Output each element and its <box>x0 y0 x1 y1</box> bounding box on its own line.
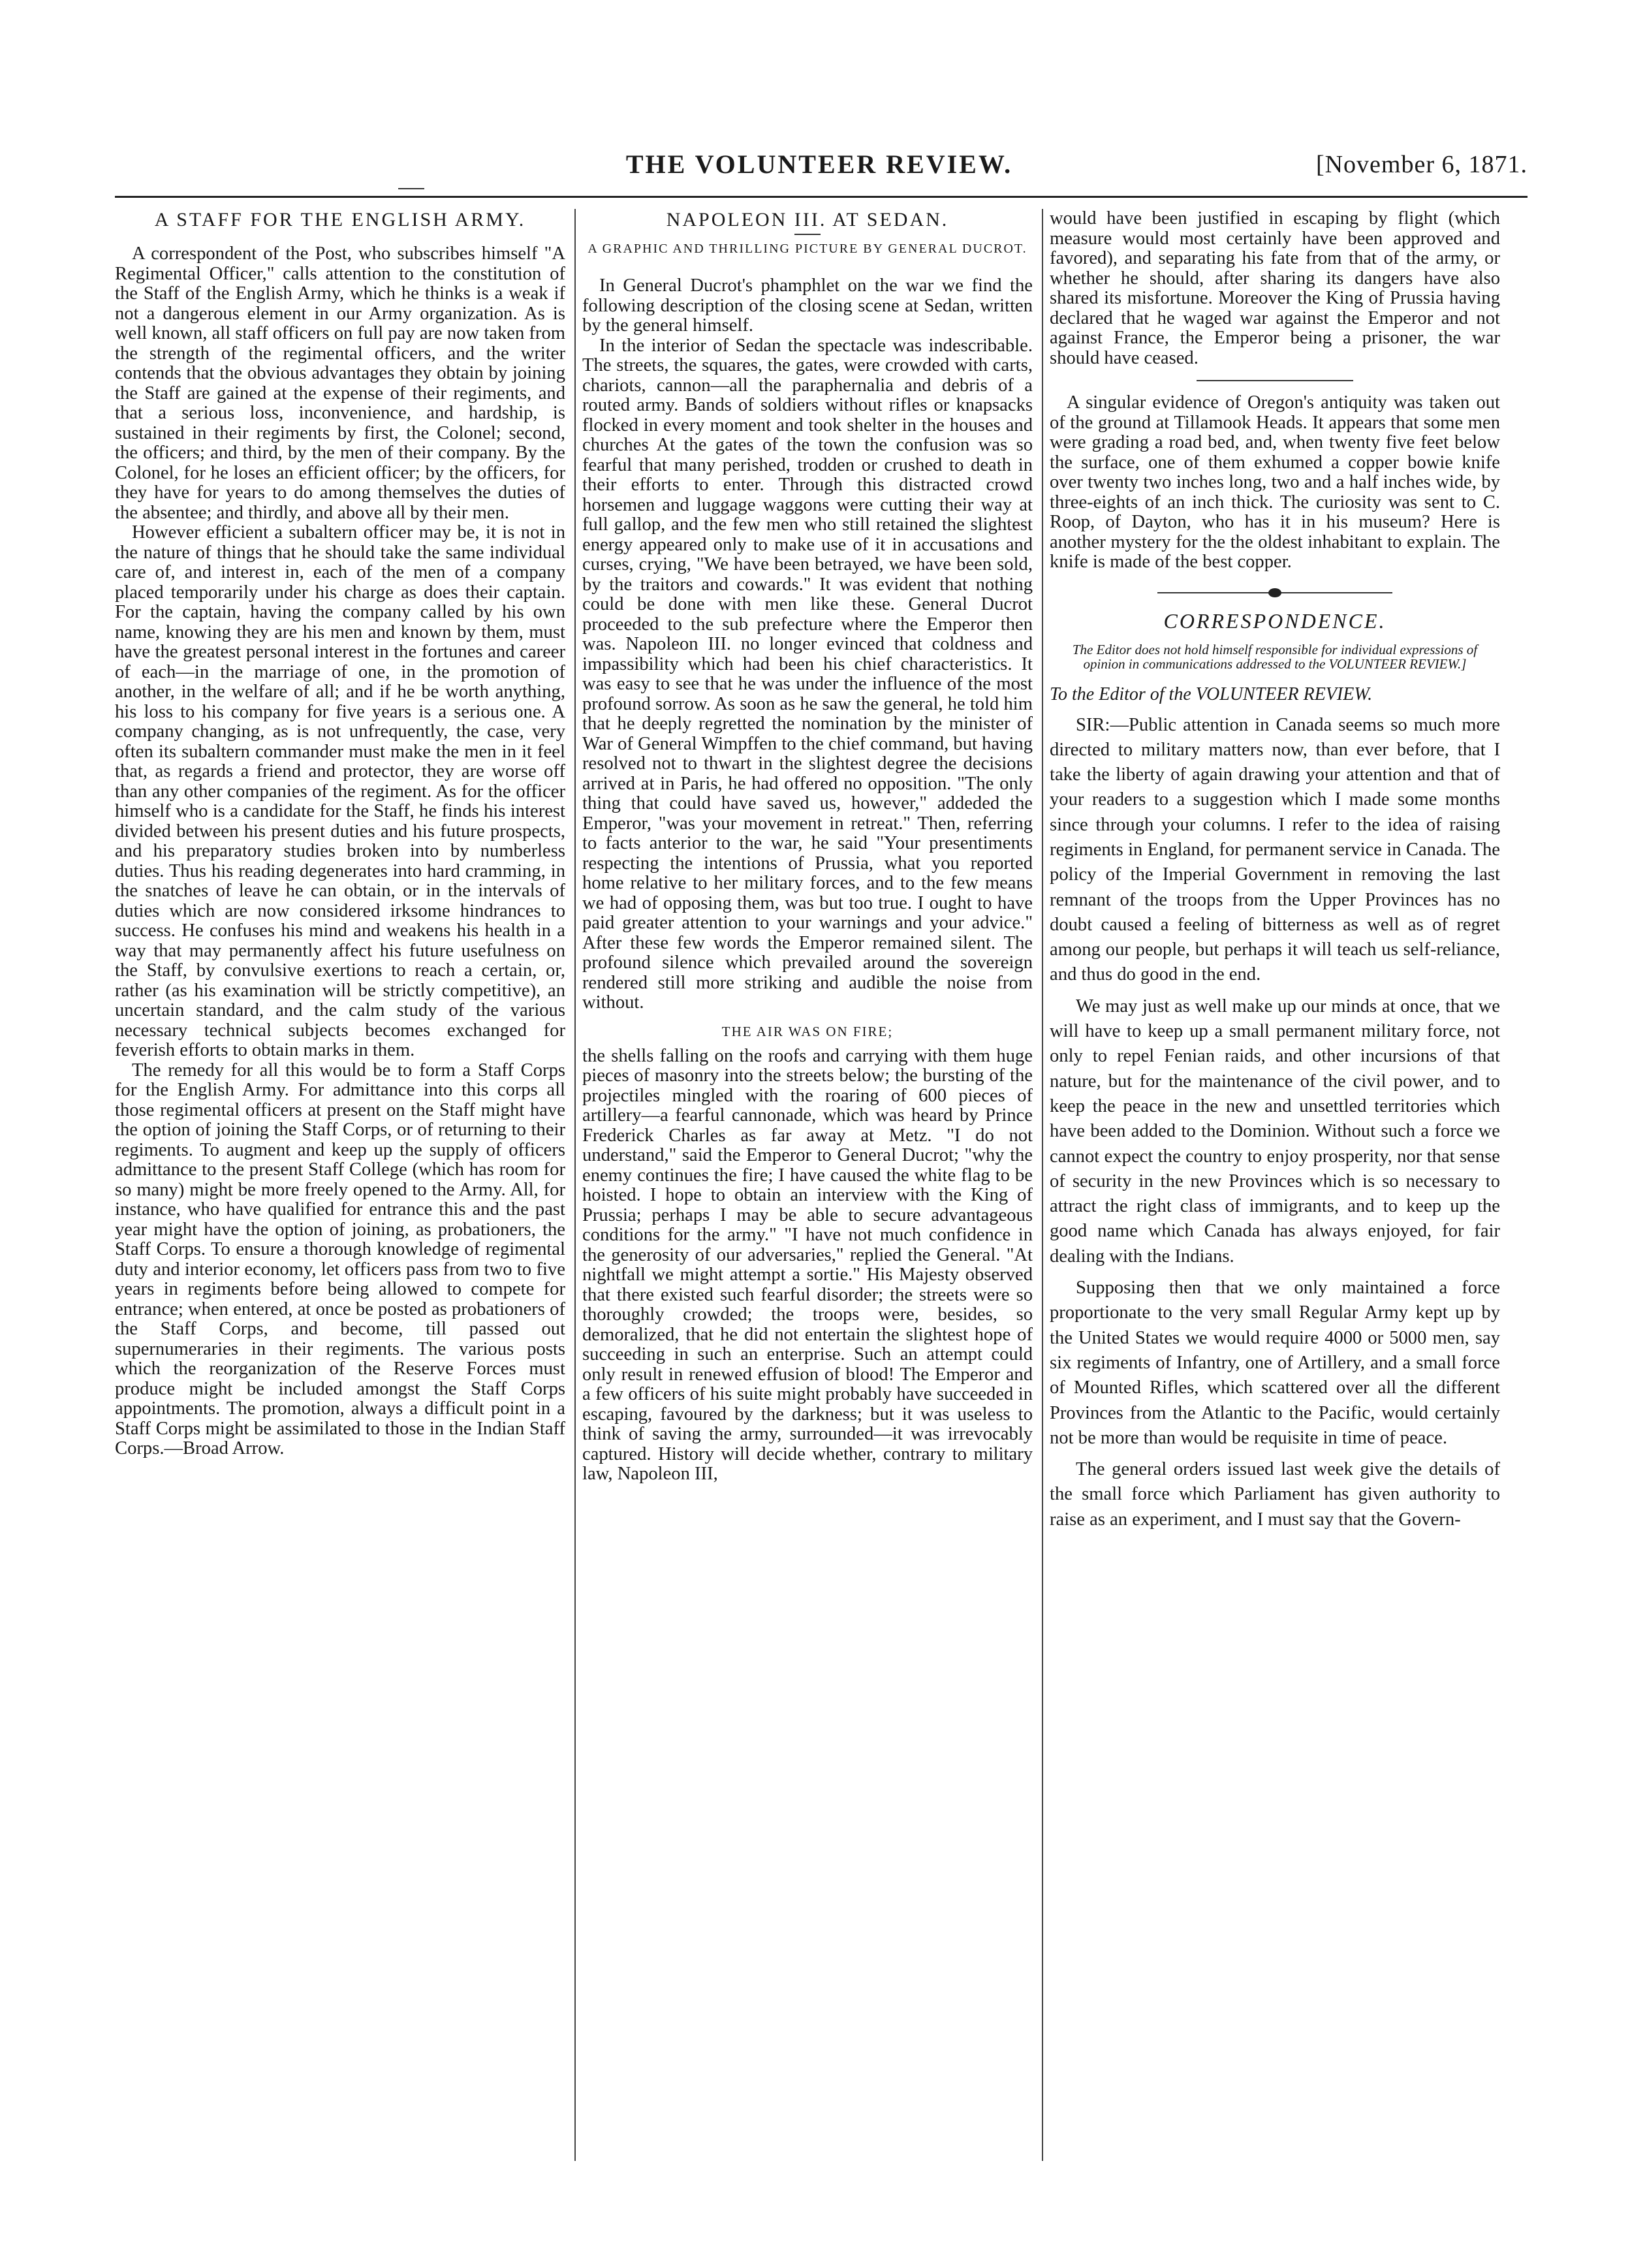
letter-paragraph: Supposing then that we only maintained a force proportionate to the very small Regular Army kept up by the United States we would require 4000 or 5000 men, say six regiments of Infantry, one of Artillery, and a small force of Mounted Rifles, which scattered over all the different Provinces from the Atlantic to the Pacific, would certainly not be more than would be requisite in time of peace. <box>1050 1278 1500 1448</box>
article-paragraph: the shells falling on the roofs and carrying with them huge pieces of masonry into the streets below; the bursting of the projectiles mingled with the roaring of 600 pieces of artillery—a fearful cannonade, which was heard by Prince Frederick Charles as far away at Metz. "I do not understand," said the Emperor to General Ducrot; "why the enemy continues the fire; I have caused the white flag to be hoisted. I hope to obtain an interview with the King of Prussia; perhaps I may be able to secure advantageous conditions for the army." "I have not much confidence in the generosity of our adversaries," replied the General. "At nightfall we might attempt a sortie." His Majesty observed that there existed such fearful disorder; the streets were so thoroughly crowded; the troops were, besides, so demoralized, that he did not entertain the slightest hope of succeeding in such an enterprise. Such an attempt could only result in renewed effusion of blood! The Emperor and a few officers of his suite might probably have succeeded in escaping, favoured by the darkness; but it was useless to think of saving the army, surrounded—it was irrevocably captured. History will decide whether, contrary to military law, Napoleon III, <box>582 1045 1033 1484</box>
article-paragraph: A singular evidence of Oregon's antiquity was taken out of the ground at Tillamook Heads. It appears that some men were grading a road bed, and, when twenty five feet below the surface, one of them exhumed a copper bowie knife over twenty two inches long, two and a half inches wide, by three-eights of an inch thick. The curiosity was sent to C. Roop, of Dayton, who has it in his museum? Here is another mystery for the the oldest inhabitant to explain. The knife is made of the best copper. <box>1050 392 1500 572</box>
article-subhead: A GRAPHIC AND THRILLING PICTURE BY GENERAL DUCROT. <box>588 242 1027 256</box>
article-paragraph: In the interior of Sedan the spectacle was indescribable. The streets, the squares, the gates, were crowded with carts, chariots, cannon—all the paraphernalia and debris of a routed army. Bands of soldiers without rifles or knapsacks flocked in every moment and took shelter in the houses and churches At the gates of the town the confusion was so fearful that many perished, trodden or crushed to death in their efforts to enter. Through this distracted crowd horsemen and luggage waggons were cutting their way at full gallop, and the few men who still retained the slightest energy appeared only to make use of it in accusations and curses, crying, "We have been betrayed, we have been sold, by the traitors and cowards." It was evident that nothing could be done with men like these. General Ducrot proceeded to the sub prefecture where the Emperor then was. Napoleon III. no longer evinced that coldness and impassibility which had been his chief characteristics. It was easy to see that he was under the influence of the most profound sorrow. As soon as he saw the general, he told him that he deeply regretted the nomination by the minister of War of General Wimpffen to the chief command, but having resolved not to thwart in the slightest degree the decisions arrived at in Paris, he had offered no opposition. "The only thing that could have saved us, however," addeded the Emperor, "was your movement in retreat." Then, referring to facts anterior to the war, he said "Your presentiments respecting the intentions of Prussia, what you reported home relative to her military forces, and to the few means we had of opposing them, was but too true. I ought to have paid greater attention to your warnings and your advice." After these few words the Emperor remained silent. The profound silence which prevailed around the sovereign rendered still more striking and audible the noise from without. <box>582 335 1033 1013</box>
masthead <box>111 149 1528 188</box>
section-rule <box>1197 380 1353 381</box>
masthead-rule <box>398 188 424 189</box>
letter-salutation: To the Editor of the VOLUNTEER REVIEW. <box>1050 684 1373 704</box>
column-divider <box>574 209 576 2161</box>
issue-date: [November 6, 1871. <box>1315 151 1528 178</box>
correspondence-title: CORRESPONDENCE. <box>1163 608 1387 633</box>
section-subhead: THE AIR WAS ON FIRE; <box>721 1023 894 1039</box>
article-headline: NAPOLEON III. AT SEDAN. <box>666 209 949 230</box>
letter-paragraph: The general orders issued last week give the details of the small force which Parliament has given authority to raise as an experiment, and I must say that the Govern- <box>1050 1459 1500 1530</box>
column-divider <box>1042 209 1043 2161</box>
column-sedan-article <box>582 209 1033 2167</box>
letter-paragraph: SIR:—Public attention in Canada seems so much more directed to military matters now, than ever before, that I take the liberty of again drawing your attention and that of your readers to a suggestion which I made some months since through your columns. I refer to the idea of raising regiments in England, for permanent service in Canada. The policy of the Imperial Government in removing the last remnant of the troops from the Upper Provinces has no doubt caused a feeling of bitterness as well as of regret among our people, but perhaps it will teach us self-reliance, and thus do good in the end. <box>1050 714 1500 985</box>
editor-disclaimer: The Editor does not hold himself responsible for individual expressions of opinion in communications addressed to the VOLUNTEER REVIEW.] <box>1072 641 1478 672</box>
column-correspondence <box>1050 209 1500 2167</box>
header-rule <box>115 196 1528 198</box>
article-paragraph: However efficient a subaltern officer may be, it is not in the nature of things that he should take the same individual care of, and interest in, each of the men of a company placed temporarily under his charge as does their captain. For the captain, having the company called by his own name, knowing they are his men and known by them, must have the greatest personal interest in the fortunes and career of each—in the marriage of one, in the promotion of another, in the welfare of all; and if he be worth anything, his loss to his company for five years is a serious one. A company changing, as is not unfrequently, the case, very often its subaltern commander must make the men in it feel that, as regards a friend and protector, they are worse off than any other companies of the regiment. As for the officer himself who is a candidate for the Staff, he finds his interest divided between his present duties and his future prospects, and his preparatory studies broken into by numberless duties. Thus his reading degenerates into hard cramming, in the snatches of leave he can obtain, or in the intervals of duties which are now considered irksome hindrances to success. He confuses his mind and weakens his health in a way that may permanently affect his future usefulness on the Staff, by convulsive exertions to reach a certain, or, rather (as his examination will be strictly competitive), an uncertain standard, and the calm study of the various necessary technical subjects becomes exchanged for feverish efforts to obtain marks in them. <box>115 522 565 1060</box>
article-paragraph: The remedy for all this would be to form a Staff Corps for the English Army. For admittance into this corps all those regimental officers at present on the Staff might have the option of joining the Staff Corps, or of returning to their regiments. To augment and keep up the supply of officers admittance to the present Staff College (which has room for so many) might be more freely opened to the Army. All, for instance, who have qualified for entrance this and the past year might have the option of joining, as probationers, the Staff Corps. To ensure a thorough knowledge of regimental duty and interior economy, let officers pass from two to five years in regiments before being allowed to compete for entrance; when entered, at once be posted as probationers of the Staff Corps, and become, till passed out supernumeraries in their regiments. The various posts which the reorganization of the Reserve Forces must produce might be included amongst the Staff Corps appointments. The promotion, always a difficult point in a Staff Corps might be assimilated to those in the Indian Staff Corps.—Broad Arrow. <box>115 1060 565 1458</box>
article-paragraph: A correspondent of the Post, who subscribes himself "A Regimental Officer," calls attention to the constitution of the Staff of the English Army, which he thinks is a weak if not a dangerous element in our Army organization. As is well known, all staff officers on full pay are now taken from the strength of the regimental officers, and the writer contends that the obvious advantages they obtain by joining the Staff are gained at the expense of their regiments, and that a serious loss, inconvenience, and hardship, is sustained in their regiments by first, the Colonel; second, the officers; and third, by the men of their company. By the Colonel, for he loses an efficient officer; by the officers, for they have for years to do among themselves the duties of the absentee; and thirdly, and above all by their men. <box>115 244 565 523</box>
headline-dash <box>794 234 821 235</box>
column-staff-article <box>115 209 565 2167</box>
letter-paragraph: We may just as well make up our minds at once, that we will have to keep up a small permanent military force, not only to repel Fenian raids, and other incursions of that nature, but for the maintenance of the civil power, and to keep the peace in the new and unsettled territories which have been added to the Dominion. Without such a force we cannot expect the country to enjoy prosperity, nor that sense of security in the new Provinces which is so necessary to attract the right class of immigrants, and to keep up the good name which Canada has always enjoyed, for fair dealing with the Indians. <box>1050 996 1500 1267</box>
article-headline: A STAFF FOR THE ENGLISH ARMY. <box>154 209 526 230</box>
newspaper-title: THE VOLUNTEER REVIEW. <box>625 150 1013 179</box>
ornament-rule <box>1157 592 1392 593</box>
article-paragraph: would have been justified in escaping by flight (which measure would most certainly have been approved and favored), and separating his fate from that of the army, or whether he should, after sharing its dangers have also shared its misfortune. Moreover the King of Prussia having declared that he waged war against the Emperor and not against France, the Emperor being a prisoner, the war should have ceased. <box>1050 209 1500 368</box>
article-paragraph: In General Ducrot's phamphlet on the war we find the following description of the closing scene at Sedan, written by the general himself. <box>582 276 1033 336</box>
